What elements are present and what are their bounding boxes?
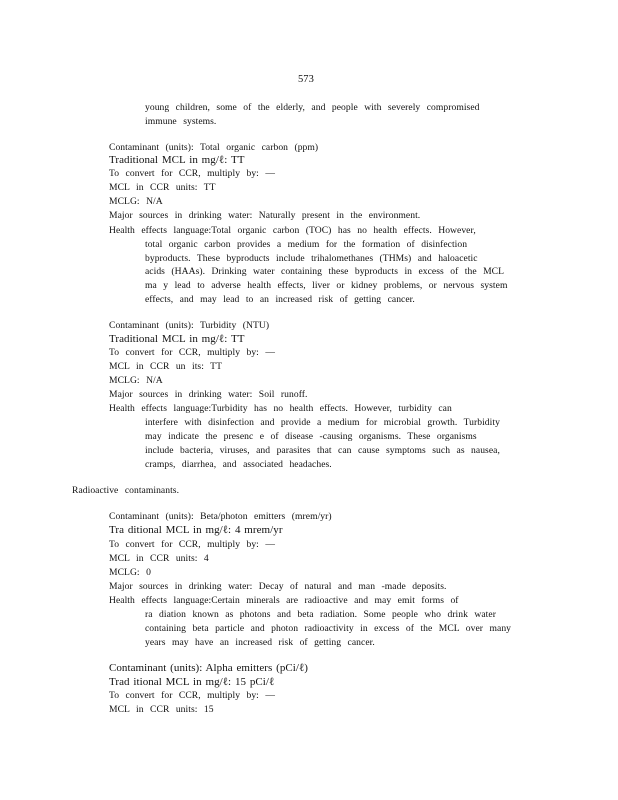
health-effects-line: cramps, diarrhea, and associated headaches. xyxy=(145,459,332,470)
health-effects-line: Health effects language:Turbidity has no health effects. However, turbidity can xyxy=(109,403,452,414)
health-effects-line: byproducts. These byproducts include trihalomethanes (THMs) and haloacetic xyxy=(145,253,478,264)
health-effects-line: acids (HAAs). Drinking water containing these byproducts in excess of the MCL xyxy=(145,266,505,277)
contaminant-heading: Contaminant (units): Alpha emitters (pCi/ℓ) xyxy=(109,662,309,674)
mclg: MCLG: N/A xyxy=(109,196,163,207)
mcl-ccr-units: MCL in CCR un its: TT xyxy=(109,361,223,372)
convert-factor: To convert for CCR, multiply by: — xyxy=(109,168,275,179)
health-effects-line: total organic carbon provides a medium for the formation of disinfection xyxy=(145,239,468,250)
traditional-mcl: Traditional MCL in mg/ℓ: TT xyxy=(109,154,245,166)
health-effects-line: interfere with disinfection and provide a medium for microbial growth. Turbidity xyxy=(145,417,500,428)
major-sources: Major sources in drinking water: Decay of natural and man -made deposits. xyxy=(109,581,447,592)
convert-factor: To convert for CCR, multiply by: — xyxy=(109,690,275,701)
intro-line: immune systems. xyxy=(145,116,217,127)
mclg: MCLG: 0 xyxy=(109,567,151,578)
convert-factor: To convert for CCR, multiply by: — xyxy=(109,539,275,550)
health-effects-line: effects, and may lead to an increased risk of getting cancer. xyxy=(145,294,415,305)
traditional-mcl: Traditional MCL in mg/ℓ: TT xyxy=(109,333,245,345)
health-effects-line: may indicate the presenc e of disease -causing organisms. These organisms xyxy=(145,431,477,442)
mcl-ccr-units: MCL in CCR units: 15 xyxy=(109,704,214,715)
traditional-mcl: Tra ditional MCL in mg/ℓ: 4 mrem/yr xyxy=(109,524,283,536)
intro-line: young children, some of the elderly, and people with severely compromised xyxy=(145,102,480,113)
contaminant-heading: Contaminant (units): Total organic carbon (ppm) xyxy=(109,142,319,153)
mclg: MCLG: N/A xyxy=(109,375,163,386)
page-number: 573 xyxy=(298,74,314,85)
contaminant-heading: Contaminant (units): Beta/photon emitters (mrem/yr) xyxy=(109,511,332,522)
health-effects-line: containing beta particle and photon radioactivity in excess of the MCL over many xyxy=(145,623,512,634)
contaminant-heading: Contaminant (units): Turbidity (NTU) xyxy=(109,320,270,331)
health-effects-line: years may have an increased risk of getting cancer. xyxy=(145,637,375,648)
major-sources: Major sources in drinking water: Naturally present in the environment. xyxy=(109,210,421,221)
health-effects-line: include bacteria, viruses, and parasites that can cause symptoms such as nausea, xyxy=(145,445,500,456)
health-effects-line: ma y lead to adverse health effects, liver or kidney problems, or nervous system xyxy=(145,280,508,291)
major-sources: Major sources in drinking water: Soil runoff. xyxy=(109,389,308,400)
health-effects-line: ra diation known as photons and beta radiation. Some people who drink water xyxy=(145,609,496,620)
health-effects-line: Health effects language:Certain minerals are radioactive and may emit forms of xyxy=(109,595,459,606)
section-heading: Radioactive contaminants. xyxy=(72,485,180,496)
mcl-ccr-units: MCL in CCR units: 4 xyxy=(109,553,209,564)
mcl-ccr-units: MCL in CCR units: TT xyxy=(109,182,216,193)
traditional-mcl: Trad itional MCL in mg/ℓ: 15 pCi/ℓ xyxy=(109,676,275,688)
health-effects-line: Health effects language:Total organic carbon (TOC) has no health effects. However, xyxy=(109,225,476,236)
convert-factor: To convert for CCR, multiply by: — xyxy=(109,347,275,358)
